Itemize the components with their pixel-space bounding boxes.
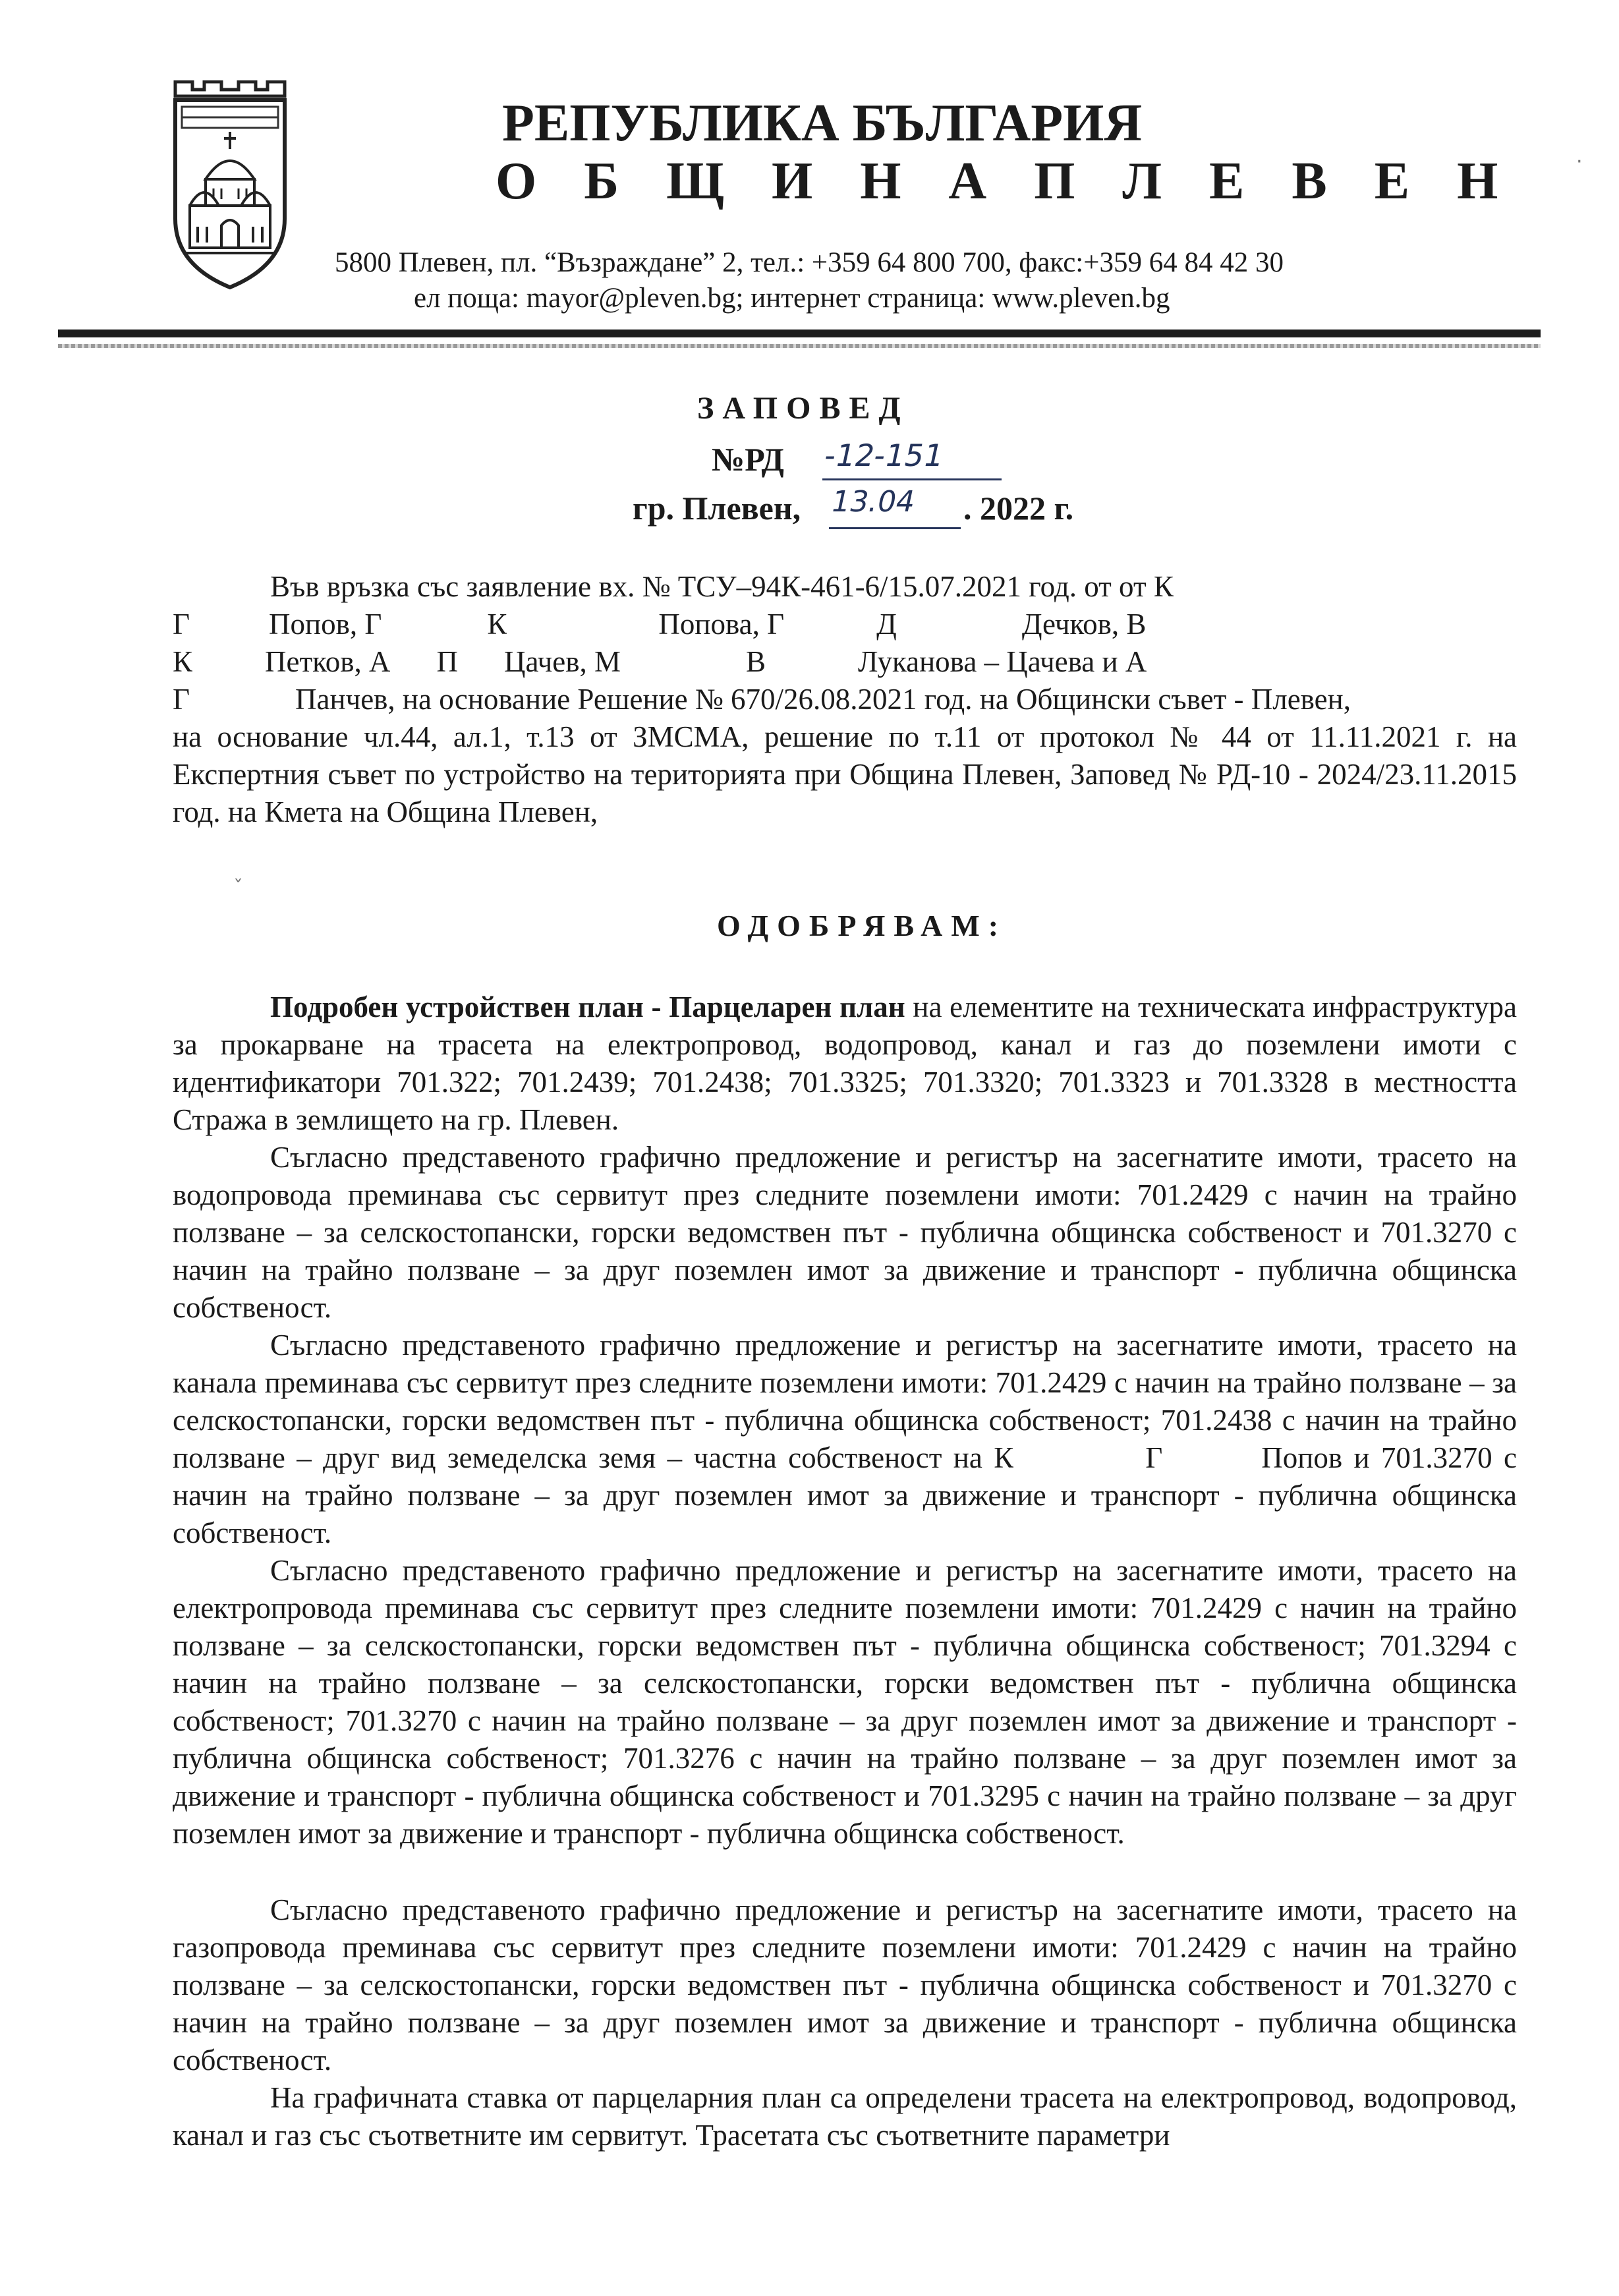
scan-speck: ˇ <box>233 876 243 900</box>
redacted-name: Г <box>173 683 190 716</box>
intro-text: Панчев, на основание Решение № 670/26.08.2021 год. на Общински съвет - Плевен, <box>295 683 1351 716</box>
redacted-name: Г <box>1145 1441 1163 1474</box>
intro-line-3 <box>173 643 1517 681</box>
scan-speck: · <box>1576 150 1583 173</box>
redacted-name: В <box>746 645 766 678</box>
contact-line: ел поща: mayor@pleven.bg; интернет страница: www.pleven.bg <box>414 283 1170 314</box>
pleven-coat-of-arms-icon <box>173 80 287 290</box>
redacted-name: П <box>436 645 458 678</box>
water-paragraph: Съгласно представеното графично предложение и регистър на засегнатите имоти, трасето на водопровода преминава със сервитут през следните поземлени имоти: 701.2429 с начин на трайно ползване – за селскостопански, горски ведомствен път - публична общинска собственост и 701.3270 с начин на трайно ползване – за друг поземлен имот за движение и транспорт - публична общинска собственост. <box>173 1141 1517 1324</box>
intro-paragraph <box>173 568 1517 831</box>
approve-heading: ОДОБРЯВАМ: <box>717 909 1008 942</box>
intro-line-1: Във връзка със заявление вх. № ТСУ–94К-461-6/15.07.2021 год. от от К <box>270 570 1174 603</box>
redacted-name: Дечков, В <box>1021 608 1147 641</box>
final-paragraph: На графичната ставка от парцеларния план са определени трасета на електропровод, водопровод, канал и газ със съответните им сервитут. Трасетата със съответните параметри <box>173 2081 1517 2152</box>
redacted-name: Луканова – Цачева и А <box>858 645 1147 678</box>
date-underline <box>829 527 961 529</box>
redacted-name: Цачев, М <box>503 645 621 678</box>
intro-line-4 <box>173 681 1517 718</box>
order-number-label: №РД <box>712 441 784 478</box>
intro-rest: на основание чл.44, ал.1, т.13 от ЗМСМА, решение по т.11 от протокол № 44 от 11.11.2021 г. на Експертния съвет по устройство на територията при Община Плевен, Заповед № РД-10 - 2024/23.11.2015 год. на Кмета на Община Плевен, <box>173 720 1517 828</box>
header-divider-dotted <box>58 344 1541 348</box>
redacted-name: Петков, А <box>265 645 391 678</box>
gas-paragraph: Съгласно представеното графично предложение и регистър на засегнатите имоти, трасето на газопровода преминава със сервитут през следните поземлени имоти: 701.2429 с начин на трайно ползване – за селскостопански, горски ведомствен път - публична общинска собственост и 701.3270 с начин на трайно ползване – за друг поземлен имот за движение и транспорт - публична общинска собственост. <box>173 1893 1517 2077</box>
redacted-name: Попов, Г <box>269 608 382 641</box>
order-number-handwritten: -12-151 <box>821 438 948 473</box>
date-handwritten: 13.04 <box>828 485 919 519</box>
electric-paragraph: Съгласно представеното графично предложение и регистър на засегнатите имоти, трасето на електропровода преминава със сервитут през следните поземлени имоти: 701.2429 с начин на трайно ползване – за селскостопански, горски ведомствен път - публична общинска собственост; 701.3294 с начин на трайно ползване – за селскостопански, горски ведомствен път - публична общинска собственост; 701.3270 с начин на трайно ползване – за друг поземлен имот за движение и транспорт - публична общинска собственост; 701.3276 с начин на трайно ползване – за друг поземлен имот за движение и транспорт - публична общинска собственост и 701.3295 с начин на трайно ползване – за друг поземлен имот за движение и транспорт - публична общинска собственост. <box>173 1554 1517 1850</box>
plan-text: на елементите на техническата инфраструктура за прокарване на трасета на електропровод, водопровод, канал и газ до поземлени имоти с идентификатори 701.322; 701.2439; 701.2438; 701.3325; 701.3320; 701.3323 и 701.3328 в местността Стража в землището на гр. Плевен. <box>173 990 1517 1136</box>
order-number-underline <box>822 478 1002 480</box>
plan-paragraph <box>173 989 1517 1139</box>
year-label: . 2022 г. <box>963 490 1074 527</box>
municipality-title: О Б Щ И Н А П Л Е В Е Н <box>496 152 1516 210</box>
intro-line-2 <box>173 606 1517 643</box>
plan-bold-lead: Подробен устройствен план - Парцеларен план <box>270 990 905 1023</box>
header-divider <box>58 330 1541 337</box>
redacted-name: Попова, Г <box>658 608 785 641</box>
redacted-name: Г <box>173 608 190 641</box>
country-title: РЕПУБЛИКА БЪЛГАРИЯ <box>502 94 1143 152</box>
canal-text: Съгласно представеното графично предложение и регистър на засегнатите имоти, трасето на канала преминава със сервитут през следните поземлени имоти: 701.2429 с начин на трайно ползване – за селскостопански, горски ведомствен път - публична общинска собственост; 701.2438 с начин на трайно ползване – друг вид земеделска земя – частна собственост на К <box>173 1329 1517 1474</box>
canal-paragraph <box>173 1327 1517 1552</box>
redacted-name: К <box>487 608 507 641</box>
canal-text-tail: Попов и 701.3270 с начин на трайно ползване – за друг поземлен имот за движение и транспорт - публична общинска собственост. <box>173 1441 1517 1549</box>
city-label: гр. Плевен, <box>633 490 801 527</box>
redacted-name: К <box>173 645 193 678</box>
redacted-name: Д <box>876 608 897 641</box>
address-line: 5800 Плевен, пл. “Възраждане” 2, тел.: +359 64 800 700, факс:+359 64 84 42 30 <box>335 247 1284 278</box>
order-title: ЗАПОВЕД <box>697 391 909 426</box>
